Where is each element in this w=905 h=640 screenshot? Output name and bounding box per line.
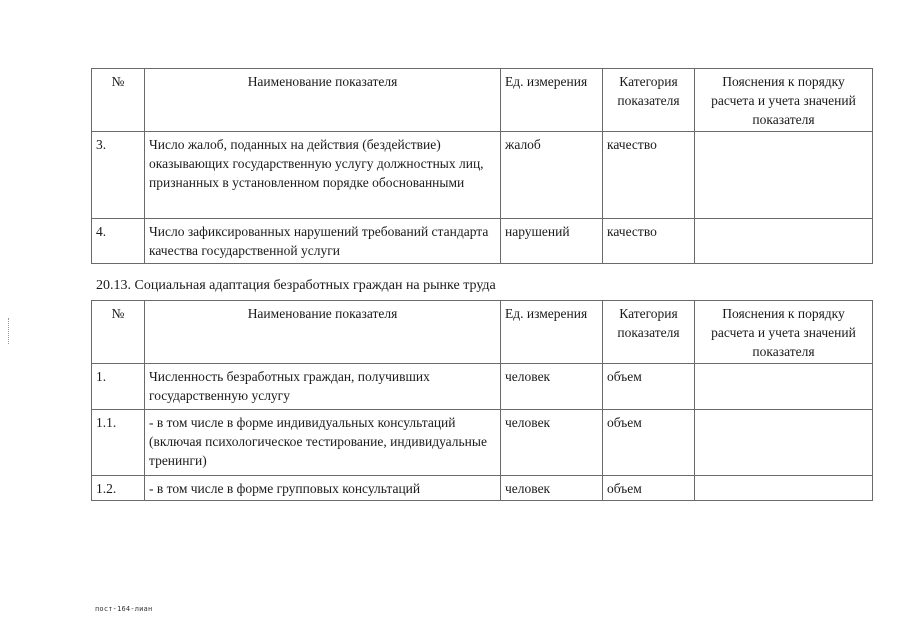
header-notes: Пояснения к порядку расчета и учета значений показателя <box>695 69 873 132</box>
row-category: качество <box>603 132 695 219</box>
header-category: Категория показателя <box>603 301 695 364</box>
row-category: качество <box>603 219 695 264</box>
header-num: № <box>92 301 145 364</box>
row-unit: человек <box>501 410 603 476</box>
row-name: Число зафиксированных нарушений требований стандарта качества государственной услуги <box>145 219 501 264</box>
header-num: № <box>92 69 145 132</box>
row-name: Численность безработных граждан, получивших государственную услугу <box>145 364 501 410</box>
header-name: Наименование показателя <box>145 301 501 364</box>
header-notes: Пояснения к порядку расчета и учета значений показателя <box>695 301 873 364</box>
row-category: объем <box>603 476 695 501</box>
row-category: объем <box>603 410 695 476</box>
row-num: 3. <box>92 132 145 219</box>
table-row <box>92 410 873 476</box>
table-header-row <box>92 301 873 364</box>
row-name: Число жалоб, поданных на действия (бездействие) оказывающих государственную услугу должностных лиц, признанных в установленном порядке обоснованными <box>145 132 501 219</box>
row-notes <box>695 410 873 476</box>
row-unit: нарушений <box>501 219 603 264</box>
row-unit: человек <box>501 476 603 501</box>
row-num: 1. <box>92 364 145 410</box>
row-name: - в том числе в форме индивидуальных консультаций (включая психологическое тестирование, индивидуальные тренинги) <box>145 410 501 476</box>
row-notes <box>695 132 873 219</box>
row-unit: человек <box>501 364 603 410</box>
indicators-table-2 <box>91 300 873 501</box>
row-name: - в том числе в форме групповых консультаций <box>145 476 501 501</box>
table-row <box>92 132 873 219</box>
row-num: 1.1. <box>92 410 145 476</box>
row-unit: жалоб <box>501 132 603 219</box>
row-category: объем <box>603 364 695 410</box>
header-unit: Ед. измерения <box>501 69 603 132</box>
row-notes <box>695 219 873 264</box>
indicators-table-1 <box>91 68 873 264</box>
row-notes <box>695 364 873 410</box>
table-row <box>92 219 873 264</box>
row-notes <box>695 476 873 501</box>
table-header-row <box>92 69 873 132</box>
row-num: 1.2. <box>92 476 145 501</box>
scan-margin-mark <box>8 318 11 344</box>
header-category: Категория показателя <box>603 69 695 132</box>
table-row <box>92 476 873 501</box>
header-name: Наименование показателя <box>145 69 501 132</box>
header-unit: Ед. измерения <box>501 301 603 364</box>
row-num: 4. <box>92 219 145 264</box>
section-title: 20.13. Социальная адаптация безработных граждан на рынке труда <box>96 278 496 293</box>
footer-file-mark: пост-164-лиан <box>95 605 153 613</box>
table-row <box>92 364 873 410</box>
